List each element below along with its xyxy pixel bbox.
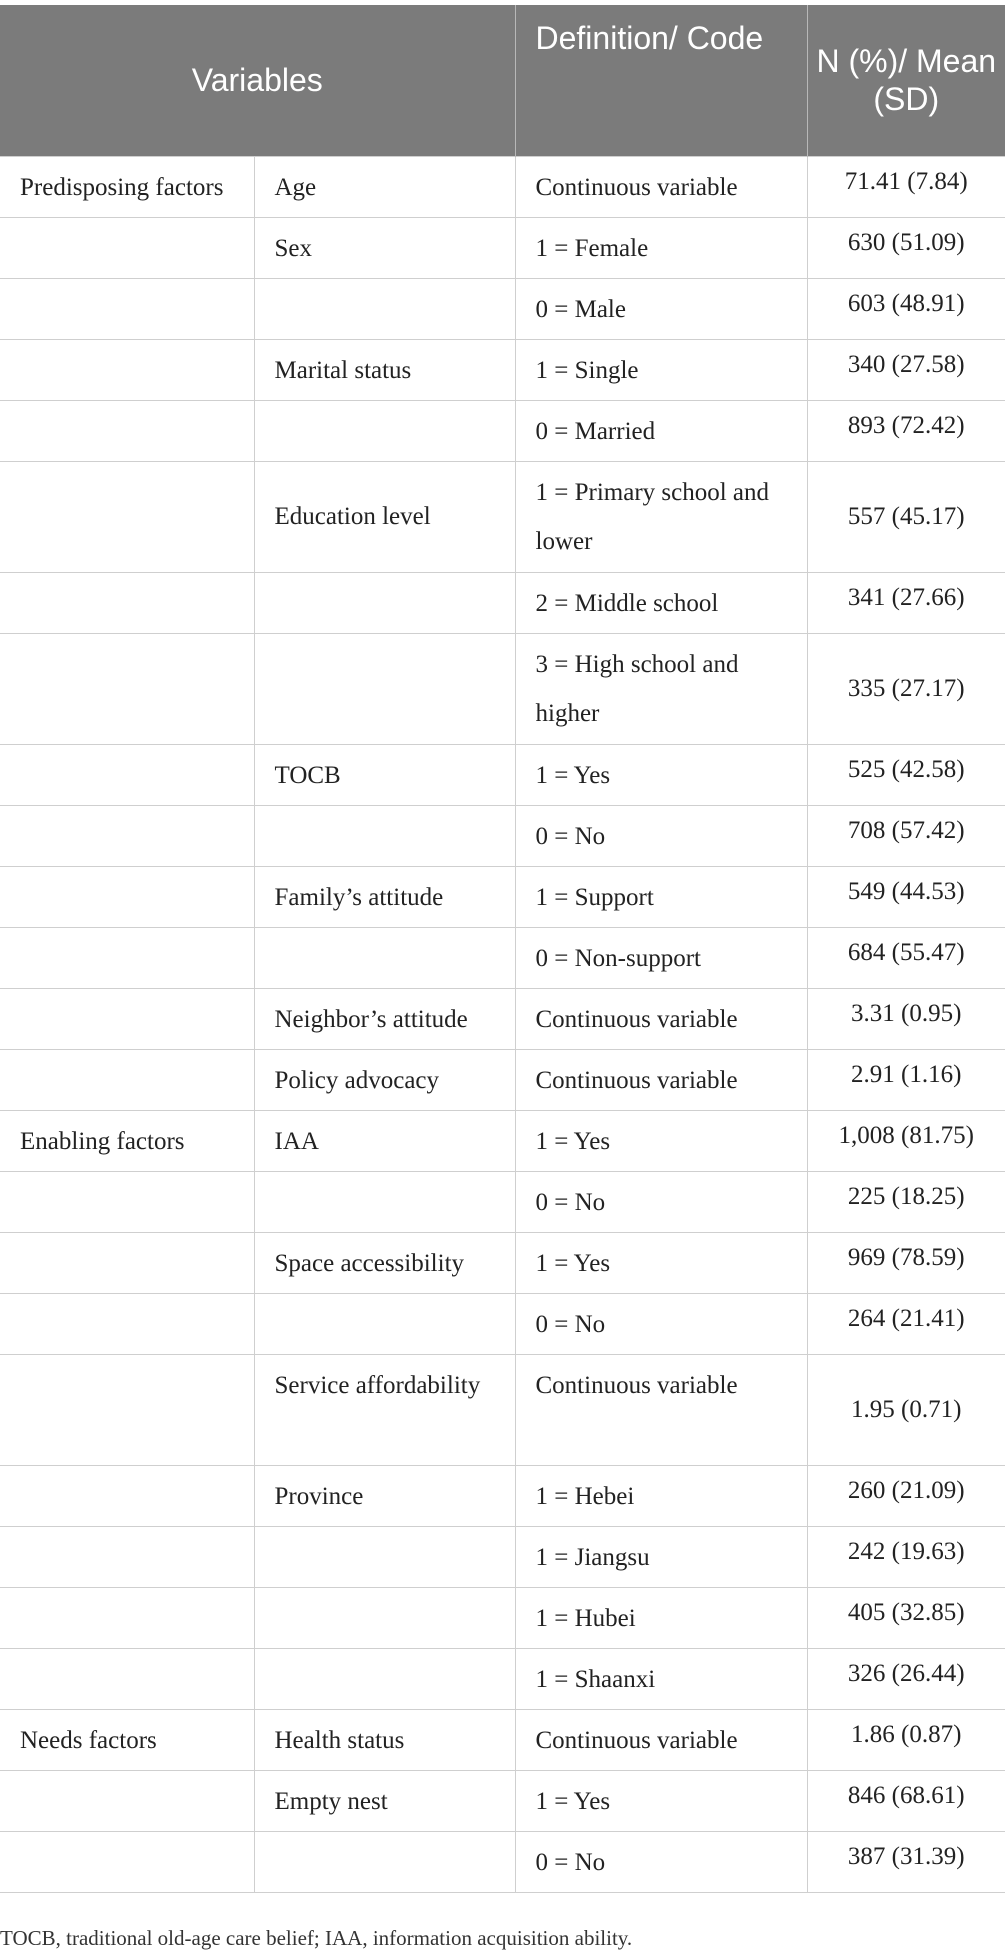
table-row	[0, 339, 1005, 400]
code-cell: 1 = Female	[515, 217, 807, 278]
group-cell	[0, 217, 254, 278]
table-header	[0, 5, 1005, 156]
variable-cell	[254, 1648, 515, 1709]
value-cell: 340 (27.58)	[807, 339, 1005, 400]
variable-cell	[254, 1587, 515, 1648]
code-cell: Continuous variable	[515, 1049, 807, 1110]
code-cell: 0 = Non-support	[515, 927, 807, 988]
code-cell: 1 = Support	[515, 866, 807, 927]
table-row	[0, 927, 1005, 988]
value-cell: 1,008 (81.75)	[807, 1110, 1005, 1171]
variable-cell	[254, 572, 515, 633]
table-row	[0, 1770, 1005, 1831]
value-cell: 630 (51.09)	[807, 217, 1005, 278]
value-cell: 264 (21.41)	[807, 1293, 1005, 1354]
value-cell: 1.95 (0.71)	[807, 1354, 1005, 1465]
table-row	[0, 1354, 1005, 1465]
variable-cell	[254, 633, 515, 744]
value-cell: 260 (21.09)	[807, 1465, 1005, 1526]
code-cell: 0 = Male	[515, 278, 807, 339]
code-cell: 1 = Jiangsu	[515, 1526, 807, 1587]
table-row	[0, 1171, 1005, 1232]
table-row	[0, 1648, 1005, 1709]
value-cell: 3.31 (0.95)	[807, 988, 1005, 1049]
header-definition-code: Definition/ Code	[515, 5, 807, 156]
table-row	[0, 805, 1005, 866]
code-cell: 1 = Yes	[515, 1770, 807, 1831]
group-cell: Needs factors	[0, 1709, 254, 1770]
code-cell: 1 = Yes	[515, 1110, 807, 1171]
table-row	[0, 572, 1005, 633]
value-cell: 684 (55.47)	[807, 927, 1005, 988]
code-cell: 3 = High school and higher	[515, 633, 807, 744]
value-cell: 549 (44.53)	[807, 866, 1005, 927]
code-cell: Continuous variable	[515, 1354, 807, 1465]
value-cell: 341 (27.66)	[807, 572, 1005, 633]
group-cell	[0, 1526, 254, 1587]
code-cell: Continuous variable	[515, 988, 807, 1049]
table-row	[0, 1049, 1005, 1110]
value-cell: 335 (27.17)	[807, 633, 1005, 744]
group-cell	[0, 1770, 254, 1831]
variable-cell	[254, 1526, 515, 1587]
group-cell	[0, 400, 254, 461]
table-row	[0, 866, 1005, 927]
variable-cell: IAA	[254, 1110, 515, 1171]
code-cell: Continuous variable	[515, 156, 807, 217]
variable-cell	[254, 805, 515, 866]
code-cell: 1 = Single	[515, 339, 807, 400]
value-cell: 326 (26.44)	[807, 1648, 1005, 1709]
group-cell	[0, 1232, 254, 1293]
value-cell: 557 (45.17)	[807, 461, 1005, 572]
group-cell	[0, 1354, 254, 1465]
table-row	[0, 1526, 1005, 1587]
code-cell: 2 = Middle school	[515, 572, 807, 633]
value-cell: 405 (32.85)	[807, 1587, 1005, 1648]
code-cell: 1 = Yes	[515, 744, 807, 805]
group-cell	[0, 572, 254, 633]
group-cell	[0, 1171, 254, 1232]
value-cell: 2.91 (1.16)	[807, 1049, 1005, 1110]
variable-cell	[254, 927, 515, 988]
code-cell: 1 = Hebei	[515, 1465, 807, 1526]
code-cell: 0 = No	[515, 1171, 807, 1232]
variable-cell: Empty nest	[254, 1770, 515, 1831]
group-cell	[0, 866, 254, 927]
code-cell: 0 = No	[515, 805, 807, 866]
variable-cell: Health status	[254, 1709, 515, 1770]
value-cell: 846 (68.61)	[807, 1770, 1005, 1831]
table-row	[0, 1293, 1005, 1354]
code-cell: 1 = Primary school and lower	[515, 461, 807, 572]
variable-cell	[254, 1293, 515, 1354]
table-body	[0, 156, 1005, 1892]
variable-cell: Age	[254, 156, 515, 217]
group-cell	[0, 1049, 254, 1110]
code-cell: 0 = No	[515, 1831, 807, 1892]
variable-cell	[254, 400, 515, 461]
value-cell: 242 (19.63)	[807, 1526, 1005, 1587]
table-row	[0, 1587, 1005, 1648]
value-cell: 71.41 (7.84)	[807, 156, 1005, 217]
value-cell: 225 (18.25)	[807, 1171, 1005, 1232]
table-row	[0, 1232, 1005, 1293]
table-row	[0, 1709, 1005, 1770]
variables-table	[0, 5, 1005, 1893]
value-cell: 1.86 (0.87)	[807, 1709, 1005, 1770]
table-row	[0, 217, 1005, 278]
table-row	[0, 744, 1005, 805]
group-cell	[0, 1587, 254, 1648]
group-cell	[0, 988, 254, 1049]
group-cell	[0, 461, 254, 572]
header-variables: Variables	[0, 5, 515, 156]
variable-cell	[254, 278, 515, 339]
variable-cell: Space accessibility	[254, 1232, 515, 1293]
group-cell	[0, 278, 254, 339]
table-row	[0, 278, 1005, 339]
code-cell: Continuous variable	[515, 1709, 807, 1770]
table-row	[0, 1831, 1005, 1892]
value-cell: 603 (48.91)	[807, 278, 1005, 339]
group-cell	[0, 927, 254, 988]
code-cell: 1 = Shaanxi	[515, 1648, 807, 1709]
table-row	[0, 156, 1005, 217]
table-row	[0, 400, 1005, 461]
group-cell	[0, 744, 254, 805]
code-cell: 1 = Yes	[515, 1232, 807, 1293]
variable-cell: Neighbor’s attitude	[254, 988, 515, 1049]
group-cell	[0, 339, 254, 400]
group-cell	[0, 1831, 254, 1892]
code-cell: 0 = Married	[515, 400, 807, 461]
variable-cell: Sex	[254, 217, 515, 278]
group-cell	[0, 1465, 254, 1526]
value-cell: 387 (31.39)	[807, 1831, 1005, 1892]
value-cell: 708 (57.42)	[807, 805, 1005, 866]
table-row	[0, 988, 1005, 1049]
code-cell: 0 = No	[515, 1293, 807, 1354]
group-cell: Predisposing factors	[0, 156, 254, 217]
variable-cell: Service affordability	[254, 1354, 515, 1465]
group-cell	[0, 805, 254, 866]
variable-cell: Family’s attitude	[254, 866, 515, 927]
variable-cell: Marital status	[254, 339, 515, 400]
table-row	[0, 633, 1005, 744]
table-row	[0, 461, 1005, 572]
variable-cell: Province	[254, 1465, 515, 1526]
variable-cell: Education level	[254, 461, 515, 572]
code-cell: 1 = Hubei	[515, 1587, 807, 1648]
group-cell: Enabling factors	[0, 1110, 254, 1171]
table-row	[0, 1465, 1005, 1526]
value-cell: 893 (72.42)	[807, 400, 1005, 461]
variable-cell	[254, 1831, 515, 1892]
group-cell	[0, 1293, 254, 1354]
variable-cell: TOCB	[254, 744, 515, 805]
group-cell	[0, 1648, 254, 1709]
value-cell: 525 (42.58)	[807, 744, 1005, 805]
table-row	[0, 1110, 1005, 1171]
header-n-mean: N (%)/ Mean (SD)	[807, 5, 1005, 156]
group-cell	[0, 633, 254, 744]
value-cell: 969 (78.59)	[807, 1232, 1005, 1293]
variable-cell	[254, 1171, 515, 1232]
variable-cell: Policy advocacy	[254, 1049, 515, 1110]
table-footnote: TOCB, traditional old-age care belief; IAA, information acquisition ability.	[0, 1926, 633, 1950]
